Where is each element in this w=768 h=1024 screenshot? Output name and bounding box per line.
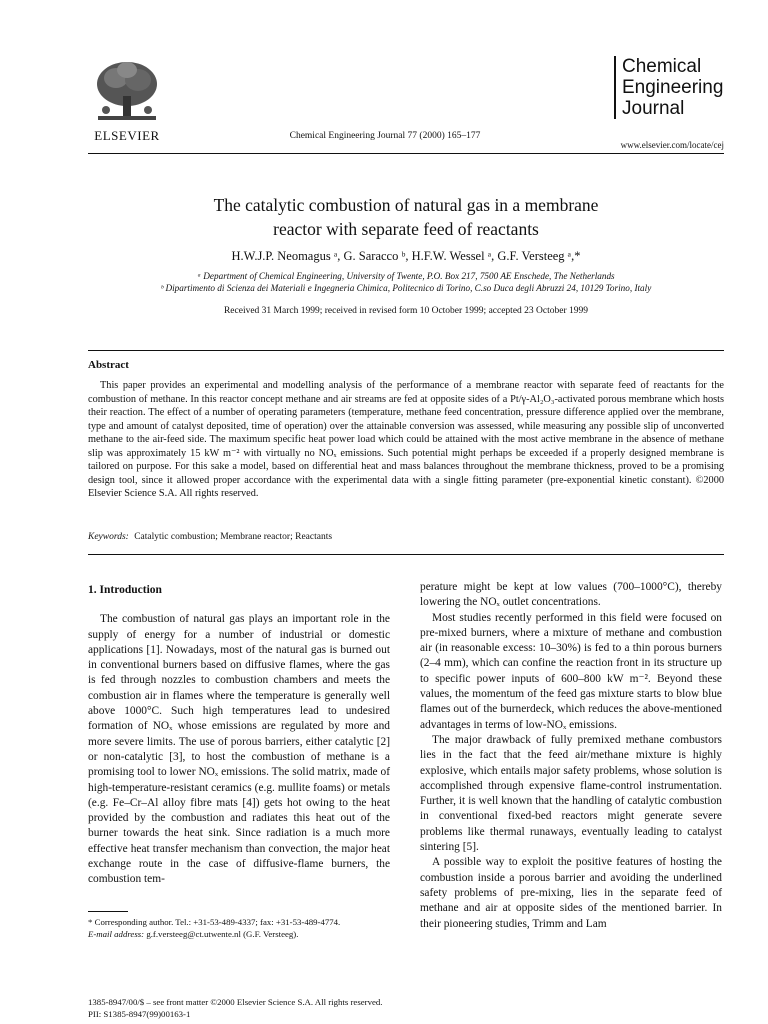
footnote-divider: [88, 911, 128, 912]
keywords-label: Keywords:: [88, 532, 129, 542]
body-paragraph: A possible way to exploit the positive features of hosting the combustion inside a porous barrier and avoiding the underlined safety problems of pre-mixing, lies in the separate feed of methane and air at opposite sides of the mentioned barrier. In their pioneering studies, Trimm and Lam: [420, 856, 722, 930]
received-dates: Received 31 March 1999; received in revised form 10 October 1999; accepted 23 October 1999: [223, 306, 589, 316]
footnote: [88, 916, 398, 940]
email-address[interactable]: g.f.versteeg@ct.utwente.nl (G.F. Versteeg).: [146, 929, 299, 939]
header-divider: [88, 153, 724, 154]
abstract-divider-top: [88, 350, 724, 351]
keywords-list: Catalytic combustion; Membrane reactor; Reactants: [134, 532, 333, 542]
issn-line: 1385-8947/00/$ – see front matter ©2000 Elsevier Science S.A. All rights reserved.: [88, 997, 383, 1007]
author-list: H.W.J.P. Neomagus ᵃ, G. Saracco ᵇ, H.F.W. Wessel ᵃ, G.F. Versteeg ᵃ,*: [231, 249, 581, 263]
article-title: [88, 193, 724, 241]
body-paragraph: Most studies recently performed in this field were focused on pre-mixed burners, where a mixture of methane and combustion air (in reasonable excess: 10–30%) is fed to a thin porous burners (2–4 mm), which can confine the reaction front in its structure up to specific power inputs of 600–800 kW m⁻². Beyond these values, the momentum of the feed gas mixture starts to blow blue flames out of the burnerdeck, which reduces the above-mentioned advantages in terms of low-NOₓ emissions.: [420, 611, 722, 731]
affiliation-a: ᵃ Department of Chemical Engineering, University of Twente, P.O. Box 217, 7500 AE Enschede, The Netherlands: [197, 271, 615, 281]
journal-logo-line: Journal: [622, 98, 685, 119]
body-paragraph: perature might be kept at low values (700–1000°C), thereby lowering the NOₓ outlet concentrations.: [420, 581, 722, 609]
left-column: [88, 580, 390, 888]
title-line: The catalytic combustion of natural gas in a membrane: [213, 195, 599, 215]
body-paragraph: The major drawback of fully premixed methane combustors lies in the fact that the feed air/methane mixture is highly explosive, which entails major safety problems, whose solution is accomplished through expensive flame-control instrumentation. Further, it is well known that the handling of catalytic combustion in conventional fixed-bed reactors might generate severe problems like thermal runaways, eventually leading to catalyst sintering [5].: [420, 733, 722, 854]
body-paragraph: The combustion of natural gas plays an important role in the supply of energy for a number of industrial or domestic applications [1]. Nowadays, most of the natural gas is burned out in conventional burners based on diffusive flames, where the gas is fed through nozzles to combustion chambers and meets the combustion air in flames where the temperature is generally well above 1000°C. Such high temperatures lead to undesired formation of NOₓ whose emissions are regulated by more and more severe limits. The use of porous barriers, either catalytic [2] or non-catalytic [3], to host the combustion of methane is a promising tool to lower NOₓ emissions. The solid matrix, made of high-temperature-resistant ceramics (e.g. mullite foams) or metals (e.g. Fe–Cr–Al alloy fibre mats [4]) gets hot owing to the heat provided by the combustion and radiates this heat out of the burner towards the heat sink. Since radiation is a much more effective heat transfer mechanism than convection, the major heat exchange route in the case of diffusive-flame burners, the combustion tem-: [88, 613, 390, 886]
email-line: [88, 928, 398, 940]
section-heading: 1. Introduction: [88, 584, 162, 596]
publication-info: [88, 996, 588, 1020]
abstract-text: This paper provides an experimental and modelling analysis of the performance of a membrane reactor with separate feed of reactants for the combustion of methane. In this reactor concept methane and air streams are fed at opposite sides of a Pt/γ-Al₂O₃-activated porous membrane which hosts their reaction. The effect of a number of operating parameters (temperature, methane feed concentration, pressure difference applied over the membrane, type and amount of catalyst deposited, time of operation) over the attainable conversion was assessed, while measuring any possible slip of unconverted methane to the air-feed side. The maximum specific heat power load which could be attained with the most active membrane in the absence of methane slip was approximately 15 kW m⁻² with virtually no NOₓ emissions. Such potential might perhaps be exceeded if a properly designed membrane is tailored on purpose. For this sake a model, based on differential heat and mass balances throughout the membrane thickness, proved to be a promising design tool, since it allowed proper accordance with the experimental data with a single fitting parameter (pre-exponential kinetic constant). ©2000 Elsevier Science S.A. All rights reserved.: [88, 380, 724, 499]
keywords: [88, 532, 724, 542]
corresponding-author-note: * Corresponding author. Tel.: +31-53-489-4337; fax: +31-53-489-4774.: [88, 917, 341, 927]
journal-logo-line: Engineering: [622, 77, 724, 98]
journal-logo: [614, 56, 723, 119]
affiliation-b: ᵇ Dipartimento di Scienza dei Materiali e Ingegneria Chimica, Politecnico di Torino, C.so Duca degli Abruzzi 24, 10129 Torino, Italy: [160, 283, 652, 293]
journal-logo-line: Chemical: [622, 56, 702, 77]
pii-line: PII: S1385-8947(99)00163-1: [88, 1009, 191, 1019]
right-column: [420, 580, 722, 932]
abstract-divider-bottom: [88, 554, 724, 555]
journal-reference: Chemical Engineering Journal 77 (2000) 165–177: [289, 131, 481, 141]
publisher-name: ELSEVIER: [94, 128, 160, 143]
journal-url[interactable]: www.elsevier.com/locate/cej: [620, 140, 724, 150]
title-line: reactor with separate feed of reactants: [273, 219, 539, 239]
abstract-heading: Abstract: [88, 359, 129, 371]
email-label: E-mail address:: [88, 929, 145, 939]
